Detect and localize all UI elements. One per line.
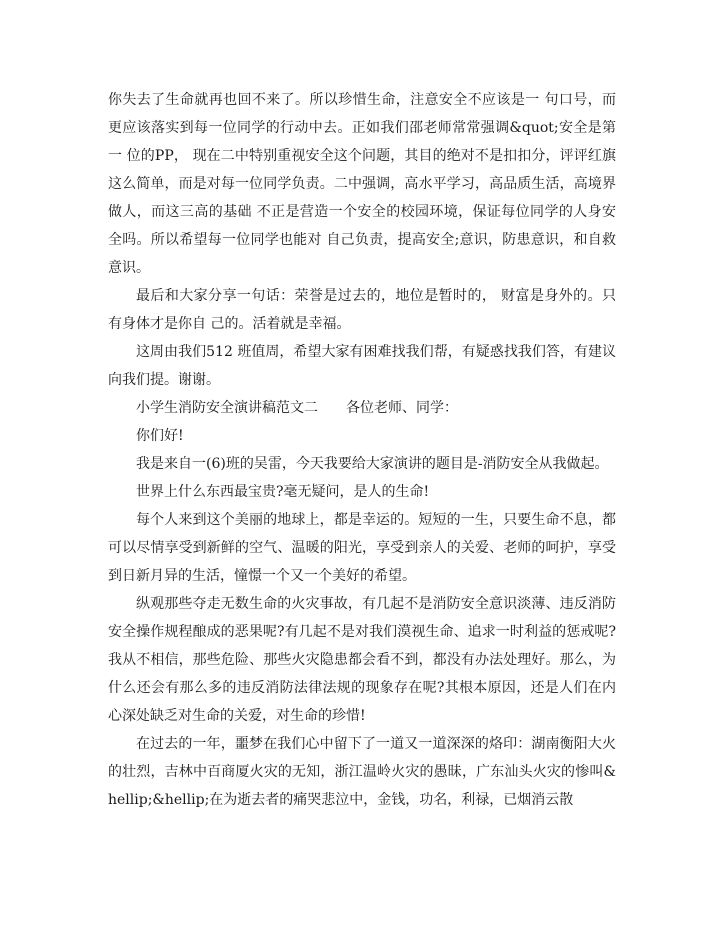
paragraph-3: 这周由我们512 班值周，希望大家有困难找我们帮，有疑惑找我们答，有建议向我们提。谢谢。 [108,344,616,388]
paragraph-question: 世界上什么东西最宝贵?毫无疑问，是人的生命! [136,484,430,500]
paragraph-intro: 我是来自一(6)班的吴雷，今天我要给大家演讲的题目是-消防安全从我做起。 [136,456,609,472]
paragraph-fire-accidents: 纵观那些夺走无数生命的火灾事故，有几起不是消防安全意识淡薄、违反消防安全操作规程酿成的恶果呢?有几起不是对我们漠视生命、追求一时利益的惩戒呢?我从不相信，那些危险、那些火灾隐患都会看不到，都没有办法处理好。那么，为什么还会有那么多的违反消防法律法规的现象存在呢?其根本原因，还是人们在内心深处缺乏对生命的关爱，对生命的珍惜! [108,596,616,724]
paragraph-life: 每个人来到这个美丽的地球上，都是幸运的。短短的一生，只要生命不息，都可以尽情享受到新鲜的空气、温暖的阳光，享受到亲人的关爱、老师的呵护，享受到日新月异的生活，憧憬一个又一个美好的希望。 [108,512,616,584]
body-text [108,86,616,814]
section-title: 小学生消防安全演讲稿范文二 各位老师、同学： [136,400,458,416]
paragraph-past-year: 在过去的一年，噩梦在我们心中留下了一道又一道深深的烙印：湖南衡阳大火的壮烈，吉林中百商厦火灾的无知，浙江温岭火灾的愚昧，广东汕头火灾的惨叫&hellip;&hellip;在为逝去者的痛哭悲泣中，金钱，功名，利禄，已烟消云散 [108,736,616,808]
paragraph-1: 你失去了生命就再也回不来了。所以珍惜生命，注意安全不应该是一 句口号，而更应该落实到每一位同学的行动中去。正如我们邵老师常常强调&quot;安全是第一 位的PP， 现在二中特别重视安全这个问题，其目的绝对不是扣扣分，评评红旗这么简单，而是对每一位同学负责。二中强调，高水平学习，高品质生活，高境界做人，而这三高的基础 不正是营造一个安全的校园环境，保证每位同学的人身安全吗。所以希望每一位同学也能对 自己负责，提高安全;意识，防患意识，和自救意识。 [108,92,616,276]
paragraph-2: 最后和大家分享一句话：荣誉是过去的，地位是暂时的， 财富是身外的。只有身体才是你自 己的。活着就是幸福。 [108,288,616,332]
greeting: 你们好! [136,428,184,444]
